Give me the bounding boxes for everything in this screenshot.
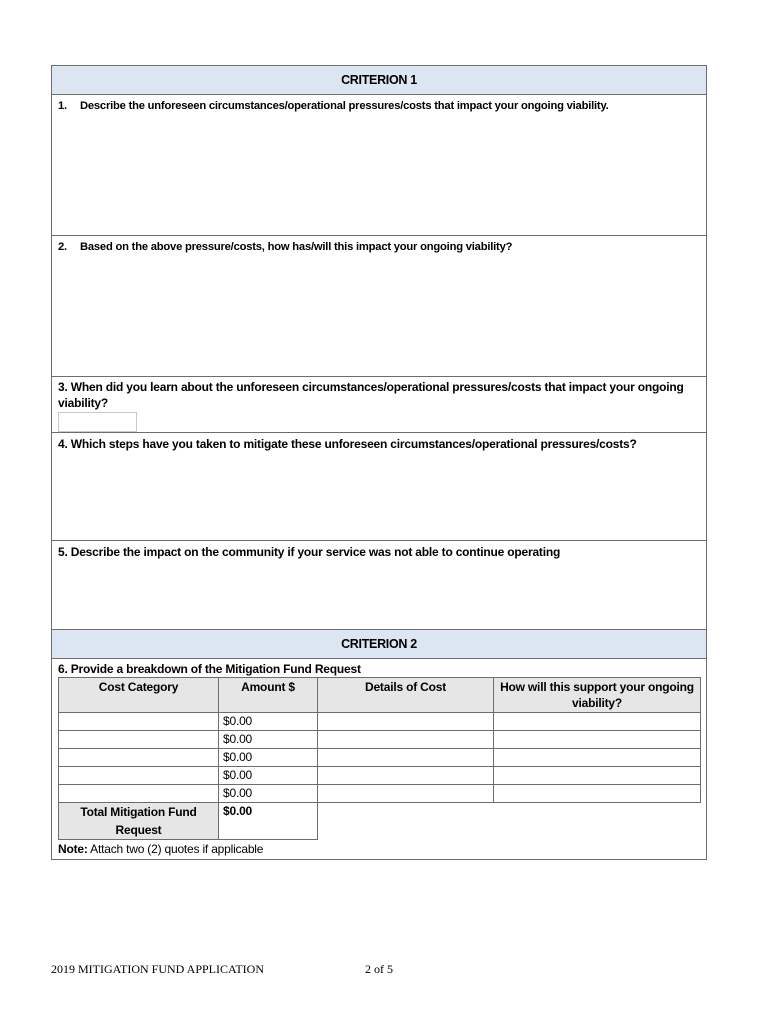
table-row bbox=[59, 749, 701, 767]
amount-input[interactable]: $0.00 bbox=[219, 767, 318, 785]
total-label: Total Mitigation Fund Request bbox=[59, 803, 219, 840]
table-header-row bbox=[59, 678, 701, 713]
header-details: Details of Cost bbox=[318, 678, 494, 713]
total-amount: $0.00 bbox=[219, 803, 318, 840]
details-input[interactable] bbox=[318, 731, 494, 749]
details-input[interactable] bbox=[318, 713, 494, 731]
support-input[interactable] bbox=[494, 767, 701, 785]
cost-category-input[interactable] bbox=[59, 785, 219, 803]
header-cost-category: Cost Category bbox=[59, 678, 219, 713]
support-input[interactable] bbox=[494, 731, 701, 749]
cost-breakdown-table bbox=[58, 677, 701, 840]
note-label: Note: bbox=[58, 842, 88, 856]
amount-input[interactable]: $0.00 bbox=[219, 713, 318, 731]
question-1-label: Describe the unforeseen circumstances/operational pressures/costs that impact your ongoing viability. bbox=[80, 100, 609, 112]
question-5-label: 5. Describe the impact on the community if your service was not able to continue operating bbox=[58, 545, 561, 559]
question-2-number: 2. bbox=[58, 241, 67, 253]
support-input[interactable] bbox=[494, 785, 701, 803]
table-row bbox=[59, 785, 701, 803]
amount-input[interactable]: $0.00 bbox=[219, 785, 318, 803]
support-input[interactable] bbox=[494, 713, 701, 731]
question-3-label: 3. When did you learn about the unforeseen circumstances/operational pressures/costs that impact your ongoing viability? bbox=[58, 380, 684, 410]
table-row bbox=[59, 731, 701, 749]
note bbox=[52, 840, 706, 859]
cost-category-input[interactable] bbox=[59, 749, 219, 767]
note-text: Attach two (2) quotes if applicable bbox=[87, 842, 264, 856]
question-2-label: Based on the above pressure/costs, how has/will this impact your ongoing viability? bbox=[80, 241, 513, 253]
cost-category-input[interactable] bbox=[59, 767, 219, 785]
support-input[interactable] bbox=[494, 749, 701, 767]
table-row bbox=[59, 713, 701, 731]
header-amount: Amount $ bbox=[219, 678, 318, 713]
footer-title: 2019 MITIGATION FUND APPLICATION bbox=[51, 962, 264, 976]
question-1-number: 1. bbox=[58, 100, 67, 112]
amount-input[interactable]: $0.00 bbox=[219, 749, 318, 767]
criterion-1-header: CRITERION 1 bbox=[52, 66, 706, 95]
question-3 bbox=[52, 377, 706, 433]
amount-input[interactable]: $0.00 bbox=[219, 731, 318, 749]
table-row bbox=[59, 767, 701, 785]
question-6-label: 6. Provide a breakdown of the Mitigation Fund Request bbox=[58, 662, 361, 676]
header-support: How will this support your ongoing viability? bbox=[494, 678, 701, 713]
question-4[interactable] bbox=[52, 433, 706, 541]
page-number: 2 of 5 bbox=[365, 962, 393, 976]
cost-category-input[interactable] bbox=[59, 731, 219, 749]
cost-category-input[interactable] bbox=[59, 713, 219, 731]
details-input[interactable] bbox=[318, 767, 494, 785]
question-4-label: 4. Which steps have you taken to mitigate these unforeseen circumstances/operational pressures/costs? bbox=[58, 437, 637, 451]
criterion-2-header: CRITERION 2 bbox=[52, 630, 706, 659]
question-1[interactable] bbox=[52, 95, 706, 236]
question-5[interactable] bbox=[52, 541, 706, 630]
details-input[interactable] bbox=[318, 749, 494, 767]
details-input[interactable] bbox=[318, 785, 494, 803]
question-2[interactable] bbox=[52, 236, 706, 377]
total-row bbox=[59, 803, 701, 840]
application-form bbox=[51, 65, 707, 860]
question-3-date-field[interactable] bbox=[58, 412, 137, 432]
